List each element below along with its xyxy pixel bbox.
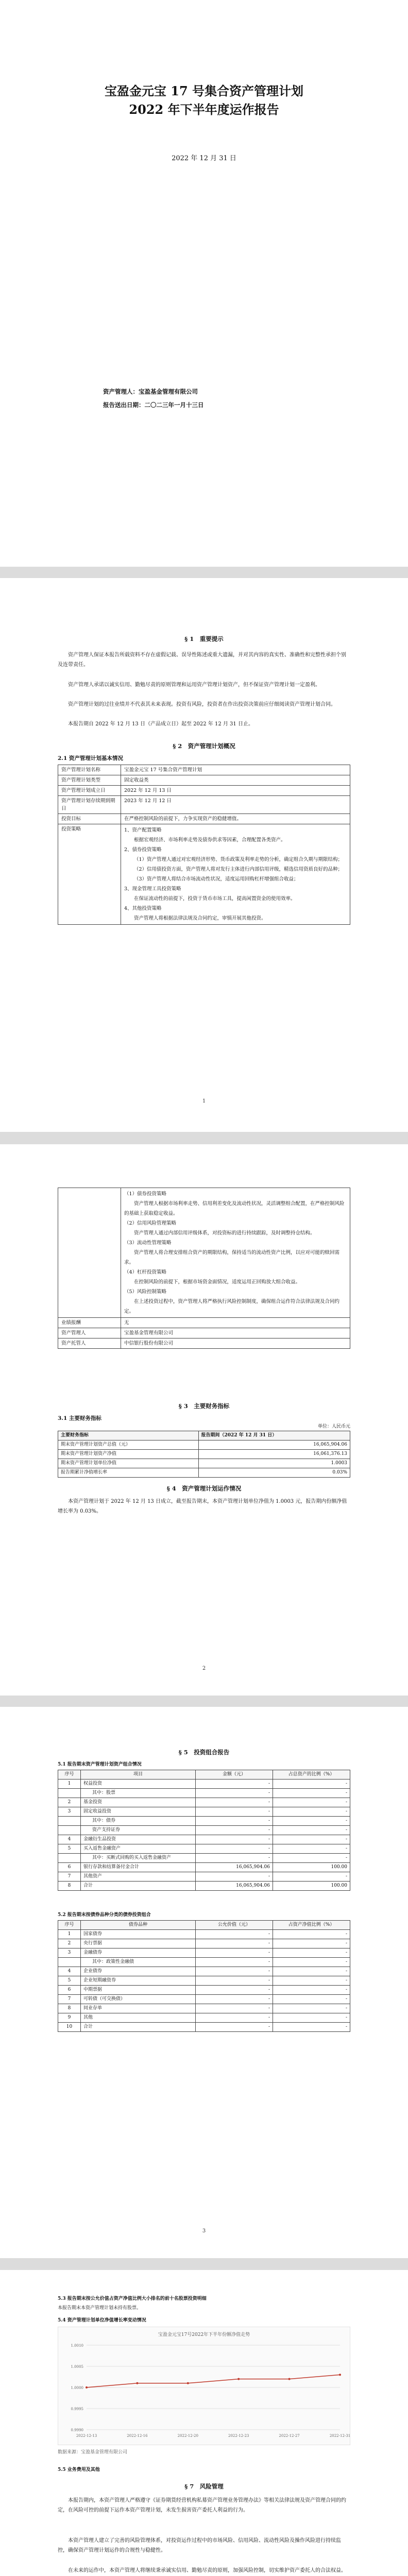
table-row [58, 1188, 350, 1318]
row-item: 其中：股票 [81, 1789, 196, 1798]
strategy-cell [121, 1188, 350, 1318]
row-item: 合计 [81, 2023, 196, 2032]
s1-para-2: 资产管理人承诺以诚实信用、勤勉尽责的原则管理和运用资产管理计划资产，但不保证资产管理计划一定盈利。 [68, 682, 320, 688]
row-index: 8 [58, 2004, 81, 2013]
row-item: 权益投资 [81, 1780, 196, 1789]
row-amount: - [196, 1835, 273, 1844]
row-index: 3 [58, 1948, 81, 1958]
unit-label: 单位：人民币元 [317, 1424, 350, 1429]
info-key: 资产管理计划类型 [58, 775, 121, 786]
chart-source: 数据来源：宝盈基金管理有限公司 [58, 2450, 128, 2455]
row-index: 5 [58, 1976, 81, 1986]
s4-para: 本资产管理计划于 2022 年 12 月 13 日成立，截至报告期末，本资产管理计划单位净值为 1.0003 元，报告期内份额净值增长率为 0.03%。 [58, 1499, 347, 1514]
info-key: 资产管理计划存续期到期日 [58, 796, 121, 814]
table-row [58, 1976, 350, 1986]
x-tick-label: 2022-12-27 [279, 2434, 300, 2438]
table-row [58, 1798, 350, 1807]
page-financials [0, 1144, 408, 1696]
row-item: 可转债（可交换债） [81, 1995, 196, 2004]
row-amount: - [196, 1826, 273, 1835]
data-point [136, 2382, 138, 2384]
manager-line: 资产管理人：宝盈基金管理有限公司 [103, 388, 198, 395]
row-amount: - [196, 1872, 273, 1882]
info-value: 在严格控制风险的前提下，力争实现资产的稳健增值。 [121, 814, 350, 824]
row-index [58, 1789, 81, 1798]
row-amount: - [196, 1817, 273, 1826]
title-page [0, 0, 408, 567]
chart-title: 宝盈金元宝17号2022年下半年份额净值走势 [158, 2332, 250, 2337]
table-row [58, 775, 350, 786]
row-ratio: - [273, 1995, 350, 2004]
report-title-line1: 宝盈金元宝 17 号集合资产管理计划 [104, 83, 304, 98]
nav-line-chart [58, 2327, 350, 2445]
strategy-line: （3）资产管理人将结合市场流动性状况，适度运用回购杠杆增强组合收益； [134, 876, 299, 882]
table-row [58, 2004, 350, 2013]
row-ratio: - [273, 1939, 350, 1948]
row-amount: - [196, 1780, 273, 1789]
strategy-line: 资产管理人将合理安排组合资产的期限结构，保持适当的流动性资产比例，以应对可能的赎回需求。 [124, 1250, 340, 1265]
page-number: 3 [202, 2228, 206, 2234]
strategy-line: 在上述投资过程中，资产管理人将严格执行风险控制制度，确保组合运作符合法律法规及合同约定。 [124, 1299, 340, 1314]
fin-value: 0.03% [198, 1468, 350, 1478]
table-row [58, 1468, 350, 1478]
row-amount: - [196, 1986, 273, 1995]
risk-para-2: 本资产管理人建立了完善的风险管理体系，对投资运作过程中的市场风险、信用风险、流动性风险及操作风险进行持续监控，确保资产管理计划运作的合规性与稳健性。 [58, 2538, 341, 2553]
info-value: 无 [121, 1318, 350, 1328]
table-row [58, 796, 350, 814]
s5-4-caption: 5.4 资产管理计划单位净值增长率变动情况 [58, 2318, 146, 2323]
strategy-line: 在控制风险的前提下，根据市场资金面情况，适度运用正回购放大组合收益。 [134, 1279, 301, 1285]
row-index: 5 [58, 1844, 81, 1854]
row-item: 企业债券 [81, 1967, 196, 1976]
table-row [58, 786, 350, 796]
y-tick-label: 1.0000 [71, 2386, 83, 2390]
row-item: 央行票据 [81, 1939, 196, 1948]
strategy-line: 4、其他投资策略 [124, 906, 162, 911]
y-tick-label: 0.9995 [71, 2407, 83, 2411]
table-row [58, 1835, 350, 1844]
row-ratio: - [273, 1967, 350, 1976]
s1-para-1: 资产管理人保证本报告所载资料不存在虚假记载、误导性陈述或重大遗漏，并对其内容的真实性、准确性和完整性承担个别及连带责任。 [58, 652, 346, 668]
table-row [58, 1872, 350, 1882]
row-item: 金融债券 [81, 1948, 196, 1958]
row-amount: - [196, 1844, 273, 1854]
strategy-line: （5）风险控制策略 [124, 1289, 167, 1295]
row-index [58, 1854, 81, 1863]
basic-info-table [58, 765, 350, 925]
row-item: 买入返售金融资产 [81, 1844, 196, 1854]
s5-3-note: 本报告期末本资产管理计划未持有股票。 [58, 2306, 142, 2311]
data-point [187, 2382, 189, 2384]
send-date-line: 报告送出日期：二〇二三年一月十三日 [103, 401, 204, 409]
table-row [58, 1338, 350, 1349]
row-item: 其他资产 [81, 1872, 196, 1882]
row-item: 资产支持证券 [81, 1826, 196, 1835]
column-header: 公允价值（元） [196, 1921, 273, 1930]
strategy-line: （2）信用债投资方面，资产管理人将对发行主体进行内部信用评级，精选信用资质良好的品种； [134, 867, 343, 872]
table-row [58, 1844, 350, 1854]
x-tick-label: 2022-12-16 [127, 2434, 148, 2438]
info-key: 业绩报酬 [58, 1318, 121, 1328]
row-index: 6 [58, 1986, 81, 1995]
table-row [58, 824, 350, 925]
row-ratio: - [273, 2004, 350, 2013]
row-amount: - [196, 1958, 273, 1967]
x-tick-label: 2022-12-23 [228, 2434, 249, 2438]
column-header: 债券品种 [81, 1921, 196, 1930]
table-row [58, 1817, 350, 1826]
row-item: 同业存单 [81, 2004, 196, 2013]
table-row [58, 1440, 350, 1450]
info-key: 资产托管人 [58, 1338, 121, 1349]
table-row [58, 1986, 350, 1995]
row-index: 6 [58, 1863, 81, 1872]
info-value: 2023 年 12 月 12 日 [121, 796, 350, 814]
table-row [58, 1450, 350, 1459]
column-header: 项目 [81, 1770, 196, 1780]
row-item: 银行存款和结算备付金合计 [81, 1863, 196, 1872]
page-important-notice [0, 578, 408, 1132]
s5-1-caption: 5.1 报告期末资产管理计划资产组合情况 [58, 1762, 142, 1767]
row-index: 10 [58, 2023, 81, 2032]
row-amount: 16,065,904.06 [196, 1882, 273, 1891]
row-index: 7 [58, 1995, 81, 2004]
table-row [58, 1780, 350, 1789]
row-index: 2 [58, 1798, 81, 1807]
column-header: 序号 [58, 1770, 81, 1780]
row-ratio: - [273, 1976, 350, 1986]
s2-1-subheading: 2.1 资产管理计划基本情况 [58, 755, 123, 761]
table-row [58, 1958, 350, 1967]
strategy-line: 资产管理人将根据法律法规及合同约定，审慎开展其他投资。 [134, 916, 266, 921]
info-key: 资产管理计划名称 [58, 765, 121, 775]
y-tick-label: 1.0010 [71, 2344, 83, 2348]
row-amount: - [196, 1995, 273, 2004]
row-amount: - [196, 1939, 273, 1948]
row-ratio: - [273, 1844, 350, 1854]
strategy-continued-table [58, 1188, 350, 1349]
row-amount: - [196, 1930, 273, 1939]
info-key: 资产管理人 [58, 1328, 121, 1338]
bond-portfolio-table [58, 1920, 350, 2032]
row-ratio: - [273, 2023, 350, 2032]
risk-para-1: 本报告期内，本资产管理人严格遵守《证券期货经营机构私募资产管理业务管理办法》等相关法律法规及资产管理合同的约定，在风险可控的前提下运作本资产管理计划，未发生损害资产委托人利益的行为。 [58, 2498, 346, 2513]
row-amount: - [196, 2013, 273, 2023]
data-point [288, 2378, 291, 2380]
x-tick-label: 2022-12-13 [76, 2434, 97, 2438]
row-ratio: - [273, 1807, 350, 1817]
table-row [58, 765, 350, 775]
section-3-heading: § 3 主要财务指标 [178, 1402, 230, 1410]
info-value: 固定收益类 [121, 775, 350, 786]
section-7-heading: § 7 风险管理 [184, 2483, 224, 2490]
table-row [58, 1967, 350, 1976]
info-value: 宝盈金元宝 17 号集合资产管理计划 [121, 765, 350, 775]
column-header: 金额（元） [196, 1770, 273, 1780]
s5-3-caption: 5.3 报告期末按公允价值占资产净值比例大小排名的前十名股票投资明细 [58, 2296, 207, 2301]
row-index: 9 [58, 2013, 81, 2023]
row-item: 基金投资 [81, 1798, 196, 1807]
strategy-line: 资产管理人通过内部信用评级体系，对投资标的进行持续跟踪，及时调整持仓结构。 [134, 1230, 315, 1236]
row-amount: - [196, 1798, 273, 1807]
strategy-line: （4）杠杆投资策略 [124, 1269, 167, 1275]
table-header-row [58, 1921, 350, 1930]
s5-5-caption: 5.5 业务费用及其他 [58, 2467, 100, 2472]
fin-label: 期末资产管理计划资产净值 [58, 1450, 199, 1459]
page-number: 1 [202, 1098, 206, 1104]
row-ratio: - [273, 1817, 350, 1826]
strategy-line: （1）债券投资策略 [124, 1191, 167, 1197]
data-point [339, 2374, 341, 2376]
row-item: 固定收益投资 [81, 1807, 196, 1817]
table-row [58, 1328, 350, 1338]
table-row [58, 1789, 350, 1798]
table-row [58, 814, 350, 824]
table-row [58, 1882, 350, 1891]
table-header-row [58, 1431, 350, 1440]
section-1-heading: § 1 重要提示 [184, 635, 224, 642]
column-header: 占总资产的比例（%） [273, 1770, 350, 1780]
section-5-heading: § 5 投资组合报告 [178, 1749, 230, 1756]
table-row [58, 1826, 350, 1835]
row-item: 其中：债券 [81, 1817, 196, 1826]
info-value: 中信银行股份有限公司 [121, 1338, 350, 1349]
table-row [58, 1807, 350, 1817]
page-number: 2 [202, 1666, 206, 1671]
data-point [237, 2378, 240, 2380]
row-amount: - [196, 1854, 273, 1863]
row-ratio: - [273, 1930, 350, 1939]
page-closing [0, 2270, 408, 2576]
row-index [58, 1817, 81, 1826]
row-index: 8 [58, 1882, 81, 1891]
table-row [58, 1854, 350, 1863]
row-ratio: - [273, 2013, 350, 2023]
row-index: 4 [58, 1835, 81, 1844]
table-row [58, 1948, 350, 1958]
financial-table [58, 1431, 350, 1478]
risk-para-3: 在未来的运作中，本资产管理人将继续秉承诚实信用、勤勉尽责的原则，加强风险控制，切实维护资产委托人的合法权益。 [68, 2568, 346, 2573]
strategy-line: 3、现金管理工具投资策略 [124, 886, 181, 892]
section-2-heading: § 2 资产管理计划概况 [173, 742, 235, 750]
row-index [58, 1958, 81, 1967]
row-item: 国家债券 [81, 1930, 196, 1939]
column-header: 主要财务指标 [58, 1431, 199, 1440]
row-amount: - [196, 2004, 273, 2013]
info-value: 2022 年 12 月 13 日 [121, 786, 350, 796]
column-header: 序号 [58, 1921, 81, 1930]
row-ratio: - [273, 1872, 350, 1882]
strategy-line: 资产管理人根据市场利率走势、信用利差变化及流动性状况，灵活调整组合配置，在严格控制风险的基础上获取稳定收益。 [124, 1201, 345, 1216]
y-tick-label: 0.9990 [71, 2428, 83, 2432]
table-row [58, 2023, 350, 2032]
strategy-line: 1、资产配置策略 [124, 827, 162, 833]
table-row [58, 1995, 350, 2004]
s5-2-caption: 5.2 报告期末按债券品种分类的债券投资组合 [58, 1912, 151, 1918]
y-tick-label: 1.0005 [71, 2365, 83, 2369]
strategy-cell [121, 824, 350, 925]
row-ratio: - [273, 1780, 350, 1789]
row-index: 1 [58, 1780, 81, 1789]
x-tick-label: 2022-12-20 [177, 2434, 198, 2438]
strategy-line: 2、债券投资策略 [124, 847, 162, 853]
table-row [58, 1459, 350, 1468]
section-4-heading: § 4 资产管理计划运作情况 [166, 1485, 242, 1492]
row-ratio: - [273, 1948, 350, 1958]
info-value: 宝盈基金管理有限公司 [121, 1328, 350, 1338]
strategy-line: （3）流动性管理策略 [124, 1240, 172, 1246]
info-key: 资产管理计划成立日 [58, 786, 121, 796]
empty-key-cell [58, 1188, 121, 1318]
row-ratio: 100.00 [273, 1882, 350, 1891]
row-index: 2 [58, 1939, 81, 1948]
row-item: 金融衍生品投资 [81, 1835, 196, 1844]
row-index: 7 [58, 1872, 81, 1882]
row-item: 其中：买断式回购的买入返售金融资产 [81, 1854, 196, 1863]
row-amount: 16,065,904.06 [196, 1863, 273, 1872]
row-item: 合计 [81, 1882, 196, 1891]
data-point [86, 2386, 88, 2388]
info-key: 投资目标 [58, 814, 121, 824]
strategy-line: （2）信用风险管理策略 [124, 1221, 177, 1226]
row-ratio: - [273, 1854, 350, 1863]
row-amount: - [196, 1807, 273, 1817]
row-item: 其他 [81, 2013, 196, 2023]
x-tick-label: 2022-12-31 [329, 2434, 350, 2438]
row-index: 1 [58, 1930, 81, 1939]
row-ratio: - [273, 1789, 350, 1798]
s3-1-subheading: 3.1 主要财务指标 [58, 1415, 101, 1421]
fin-label: 期末资产管理计划资产总值（元） [58, 1440, 199, 1450]
report-title-line2: 2022 年下半年度运作报告 [129, 102, 279, 117]
page-portfolio [0, 1707, 408, 2258]
asset-allocation-table [58, 1770, 350, 1891]
row-index: 3 [58, 1807, 81, 1817]
table-header-row [58, 1770, 350, 1780]
table-row [58, 1930, 350, 1939]
column-header: 报告期间（2022 年 12 月 31 日） [198, 1431, 350, 1440]
row-amount: - [196, 1967, 273, 1976]
s1-para-3: 资产管理计划的过往业绩并不代表其未来表现。投资有风险，投资者在作出投资决策前应仔细阅读资产管理计划合同。 [68, 702, 336, 707]
table-row [58, 1318, 350, 1328]
fin-label: 期末资产管理计划单位净值 [58, 1459, 199, 1468]
strategy-line: 根据宏观经济、市场利率走势及债券供求等因素，合理配置各类资产。 [134, 837, 286, 843]
row-amount: - [196, 2023, 273, 2032]
fin-value: 16,065,904.06 [198, 1440, 350, 1450]
strategy-line: （1）资产管理人通过对宏观经济形势、货币政策及利率走势的分析，确定组合久期与期限结构； [134, 857, 343, 862]
table-row [58, 2013, 350, 2023]
row-item: 企业短期融资券 [81, 1976, 196, 1986]
s1-para-4: 本报告期自 2022 年 12 月 13 日（产品成立日）起至 2022 年 12 月 31 日止。 [68, 721, 253, 727]
fin-value: 1.0003 [198, 1459, 350, 1468]
row-index [58, 1826, 81, 1835]
row-ratio: - [273, 1826, 350, 1835]
row-index: 4 [58, 1967, 81, 1976]
info-key: 投资策略 [58, 824, 121, 925]
row-ratio: - [273, 1798, 350, 1807]
row-item: 其中：政策性金融债 [81, 1958, 196, 1967]
table-row [58, 1939, 350, 1948]
row-amount: - [196, 1976, 273, 1986]
row-ratio: - [273, 1958, 350, 1967]
fin-label: 报告期累计净值增长率 [58, 1468, 199, 1478]
strategy-line: 在保证流动性的前提下，投资于货币市场工具，提高闲置资金的使用效率。 [134, 896, 296, 902]
row-ratio: - [273, 1835, 350, 1844]
row-item: 中期票据 [81, 1986, 196, 1995]
row-ratio: 100.00 [273, 1863, 350, 1872]
table-row [58, 1863, 350, 1872]
row-amount: - [196, 1948, 273, 1958]
row-amount: - [196, 1789, 273, 1798]
report-date: 2022 年 12 月 31 日 [172, 155, 236, 162]
column-header: 占资产净值比例（%） [273, 1921, 350, 1930]
row-ratio: - [273, 1986, 350, 1995]
fin-value: 16,061,376.13 [198, 1450, 350, 1459]
